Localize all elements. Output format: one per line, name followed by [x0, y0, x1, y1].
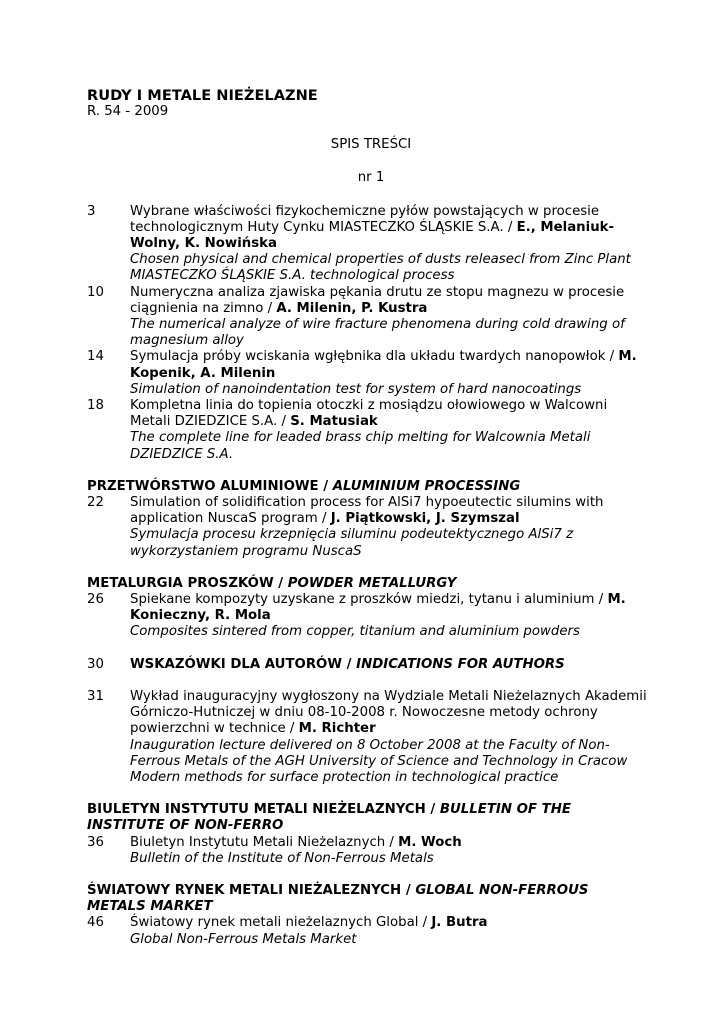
document-page — [87, 87, 647, 948]
entry-translation: Symulacja procesu krzepnięcia siluminu podeutektycznego AlSi7 z wykorzystaniem programu NuscaS — [130, 527, 574, 559]
toc-entry — [87, 349, 647, 398]
entry-translation: Bulletin of the Institute of Non-Ferrous Metals — [130, 850, 434, 866]
section-heading-bulletin — [87, 802, 647, 834]
section-heading-aluminium — [87, 479, 647, 495]
page-number: 46 — [87, 915, 104, 931]
entry-translation: Inauguration lecture delivered on 8 October 2008 at the Faculty of Non-Ferrous Metals of the AGH University of Science and Technology in Cracow Modern methods for surface protection in technological practice — [130, 737, 628, 785]
toc-heading: SPIS TREŚCI — [330, 137, 412, 153]
entry-authors: E., Melaniuk-Wolny, K. Nowińska — [130, 219, 615, 252]
section-heading-pl: METALURGIA PROSZKÓW / — [87, 575, 288, 591]
page-number: 18 — [87, 398, 104, 414]
entry-authors: M. Konieczny, R. Mola — [130, 592, 626, 624]
entry-title-en: INDICATIONS FOR AUTHORS — [356, 656, 565, 672]
page-number: 26 — [87, 592, 104, 608]
entry-title-pl: WSKAZÓWKI DLA AUTORÓW / — [130, 656, 357, 672]
toc-entry — [87, 285, 647, 350]
entry-title: Spiekane kompozyty uzyskane z proszków miedzi, tytanu i aluminium / — [130, 592, 608, 608]
toc-entry — [87, 592, 647, 641]
entry-authors: J. Piątkowski, J. Szymszal — [330, 511, 520, 527]
issue-number: nr 1 — [357, 170, 385, 186]
entry-title: Simulation of solidification process for AlSi7 hypoeutectic silumins with application NuscaS program / — [130, 495, 604, 527]
section-heading-pl: PRZETWÓRSTWO ALUMINIOWE / — [87, 478, 333, 494]
page-number: 31 — [87, 688, 104, 704]
page-number: 14 — [87, 349, 104, 365]
toc-entry-authors-guide — [87, 657, 647, 673]
entry-title: Wykład inauguracyjny wygłoszony na Wydziale Metali Nieżelaznych Akademii Górniczo-Hutniczej w dniu 08-10-2008 r. Nowoczesne metody ochrony powierzchni w technice / — [130, 688, 647, 737]
page-number: 36 — [87, 834, 104, 850]
entry-authors: M. Richter — [298, 721, 376, 737]
toc-entry — [87, 495, 647, 560]
section-heading-en: POWDER METALLURGY — [287, 575, 457, 591]
entry-translation: The complete line for leaded brass chip melting for Walcownia Metali DZIEDZICE S.A. — [130, 430, 591, 462]
toc-entry — [87, 398, 647, 463]
entry-translation: Chosen physical and chemical properties of dusts releasecl from Zinc Plant MIASTECZKO ŚLĄSKIE S.A. technological process — [130, 252, 631, 284]
entry-translation: Global Non-Ferrous Metals Market — [130, 931, 357, 947]
entry-title: Wybrane właściwości fizykochemiczne pyłów powstających w procesie technologicznym Huty Cynku MIASTECZKO ŚLĄSKIE S.A. / — [130, 203, 600, 235]
entry-translation: The numerical analyze of wire fracture phenomena during cold drawing of magnesium alloy — [130, 317, 625, 349]
entry-translation: Simulation of nanoindentation test for system of hard nanocoatings — [130, 381, 582, 397]
section-heading-en: BULLETIN OF THE INSTITUTE OF NON-FERRO — [87, 802, 571, 834]
entry-authors: A. Milenin, P. Kustra — [276, 300, 428, 316]
entry-translation: Composites sintered from copper, titanium and aluminium powders — [130, 624, 580, 640]
toc-entry — [87, 204, 647, 285]
page-number: 3 — [87, 203, 96, 219]
section-heading-market — [87, 883, 647, 915]
toc-entry — [87, 915, 647, 947]
entry-title: Symulacja próby wciskania wgłębnika dla układu twardych nanopowłok / — [130, 349, 619, 365]
section-heading-en: ALUMINIUM PROCESSING — [332, 478, 521, 494]
entry-authors: M. Woch — [398, 834, 462, 850]
page-number: 10 — [87, 284, 104, 300]
page-number: 22 — [87, 495, 104, 511]
toc-entry — [87, 835, 647, 867]
entry-authors: S. Matusiak — [290, 414, 378, 430]
section-heading-pl: ŚWIATOWY RYNEK METALI NIEŻALEZNYCH / — [87, 882, 416, 898]
page-number: 30 — [87, 656, 104, 672]
toc-entry — [87, 689, 647, 786]
journal-year: R. 54 - 2009 — [87, 104, 169, 119]
section-heading-en: GLOBAL NON-FERROUS METALS MARKET — [87, 882, 589, 915]
section-heading-powder — [87, 576, 647, 592]
entry-authors: M. Kopenik, A. Milenin — [130, 349, 637, 381]
entry-title: Kompletna linia do topienia otoczki z mosiądzu ołowiowego w Walcowni Metali DZIEDZICE S.A. / — [130, 398, 608, 430]
entry-title: Numeryczna analiza zjawiska pękania drutu ze stopu magnezu w procesie ciągnienia na zimno / — [130, 284, 625, 316]
entry-title: Światowy rynek metali nieżelaznych Global / — [130, 915, 432, 931]
entry-title: Biuletyn Instytutu Metali Nieżelaznych / — [130, 834, 399, 850]
entry-authors: J. Butra — [431, 915, 488, 931]
journal-title: RUDY I METALE NIEŻELAZNE — [87, 87, 318, 104]
section-heading-pl: BIULETYN INSTYTUTU METALI NIEŻELAZNYCH / — [87, 802, 440, 818]
